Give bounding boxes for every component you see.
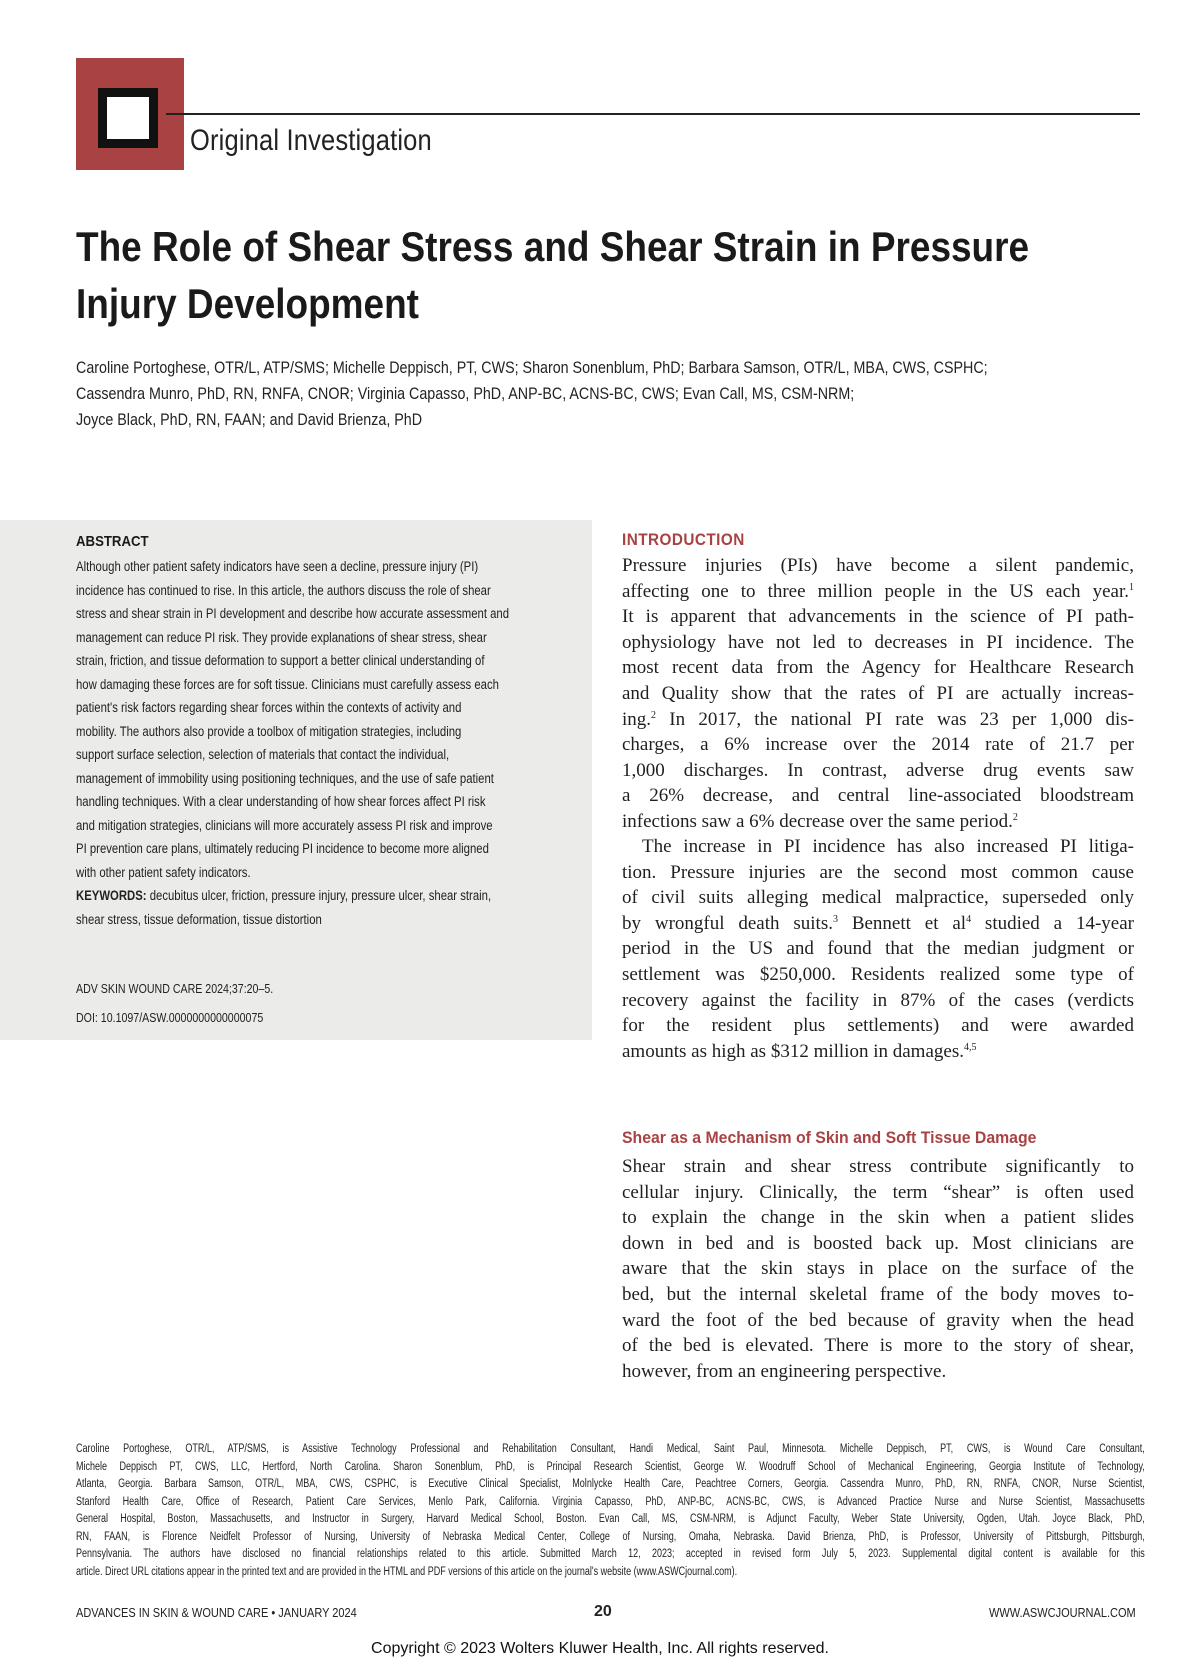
logo-square-icon bbox=[98, 88, 158, 148]
footnote-line: Atlanta, Georgia. Barbara Samson, OTR/L, MBA, CWS, CSPHC, is Executive Clinical Specialist, Molnlycke Health Care, Peachtree Corners, Georgia. Cassendra Munro, PhD, RN, RNFA, CNOR, Nurse Scientist, bbox=[76, 1478, 1145, 1490]
abstract-line: with other patient safety indicators. bbox=[76, 864, 251, 880]
abstract-line: support surface selection, selection of materials that contact the individual, bbox=[76, 747, 450, 762]
footnote-line: Stanford Health Care, Office of Research, Patient Care Services, Menlo Park, California. Virginia Capasso, PhD, ANP-BC, ACNS-BC, CWS, is Advanced Practice Nurse and Nurse Scientist, Massachusetts bbox=[76, 1495, 1145, 1508]
keywords-line: shear stress, tissue deformation, tissue distortion bbox=[76, 911, 322, 927]
page-number: 20 bbox=[594, 1603, 612, 1620]
abstract-line: and mitigation strategies, clinicians will more accurately assess PI risk and improve bbox=[76, 817, 493, 833]
author-line: Caroline Portoghese, OTR/L, ATP/SMS; Michelle Deppisch, PT, CWS; Sharon Sonenblum, PhD; Barbara Samson, OTR/L, MBA, CWS, CSPHC; bbox=[76, 358, 988, 377]
abstract-line: stress and shear strain in PI development and describe how accurate assessment and bbox=[76, 606, 510, 621]
abstract-line: patient's risk factors regarding shear forces within the contexts of activity and bbox=[76, 700, 462, 715]
author-line: Cassendra Munro, PhD, RN, RNFA, CNOR; Virginia Capasso, PhD, ANP-BC, ACNS-BC, CWS; Evan Call, MS, CSM-NRM; bbox=[76, 384, 855, 403]
abstract-line: handling techniques. With a clear understanding of how shear forces affect PI risk bbox=[76, 794, 486, 809]
footnote-line: RN, FAAN, is Florence Neidfelt Professor of Nursing, University of Nebraska Medical Center, College of Nursing, Omaha, Nebraska. David Brienza, PhD, is Professor, University of Pittsburgh, Pittsburgh, bbox=[76, 1530, 1145, 1543]
abstract-line: management can reduce PI risk. They provide explanations of shear stress, shear bbox=[76, 629, 487, 645]
doi: DOI: 10.1097/ASW.0000000000000075 bbox=[76, 1011, 264, 1025]
abstract-heading: ABSTRACT bbox=[76, 533, 149, 550]
header-rule bbox=[166, 113, 1140, 115]
footnote-line: Michele Deppisch PT, CWS, LLC, Hertford, North Carolina. Sharon Sonenblum, PhD, is Principal Research Scientist, George W. Woodruff School of Mechanical Engineering, Georgia Institute of Technology, bbox=[76, 1460, 1145, 1473]
author-affiliations-footnote bbox=[76, 1441, 1145, 1581]
citation: ADV SKIN WOUND CARE 2024;37:20–5. bbox=[76, 982, 274, 996]
journal-issue-footer: ADVANCES IN SKIN & WOUND CARE • JANUARY 2024 bbox=[76, 1606, 357, 1620]
footnote-line: Caroline Portoghese, OTR/L, ATP/SMS, is Assistive Technology Professional and Rehabilitation Consultant, Handi Medical, Saint Paul, Minnesota. Michelle Deppisch, PT, CWS, is Wound Care Consultant, bbox=[76, 1443, 1145, 1455]
footnote-line: article. Direct URL citations appear in the printed text and are provided in the HTML and PDF versions of this article on the journal's website (www.ASWCjournal.com). bbox=[76, 1565, 738, 1578]
article-title bbox=[76, 218, 1141, 332]
abstract-line: how damaging these forces are for soft tissue. Clinicians must carefully assess each bbox=[76, 676, 499, 692]
section-label: Original Investigation bbox=[190, 124, 432, 157]
keywords-line bbox=[76, 884, 555, 908]
abstract-line: management of immobility using positioning techniques, and the use of safe patient bbox=[76, 770, 494, 786]
abstract-body bbox=[76, 555, 555, 931]
abstract-line: mobility. The authors also provide a toolbox of mitigation strategies, including bbox=[76, 723, 462, 739]
shear-subheading: Shear as a Mechanism of Skin and Soft Tissue Damage bbox=[622, 1128, 1037, 1147]
keywords-text: decubitus ulcer, friction, pressure injury, pressure ulcer, shear strain, bbox=[146, 888, 492, 903]
author-list bbox=[76, 355, 1126, 433]
intro-paragraph-1: Pressure injuries (PIs) have become a silent pandemic, affecting one to three million people in the US each year.$^1$ It is apparent that advancements in the science of PI path- ophysiology have not led to decreases in PI incidence. The most recent data from the Agency for Healthcare Research and Quality show that the rates of PI are actually increas- ing.$^2$ In 2017, the national PI rate was 23 per 1,000 dis- charges, a 6% increase over the 2014 rate of 21.7 per 1,000 discharges. In contrast, adverse drug events saw a 26% decrease, and central line-associated bloodstream infections saw a 6% decrease over the same period.$^2$ bbox=[622, 555, 1134, 832]
abstract-line: strain, friction, and tissue deformation to support a better clinical understanding of bbox=[76, 653, 485, 668]
author-line: Joyce Black, PhD, RN, FAAN; and David Brienza, PhD bbox=[76, 410, 423, 429]
introduction-heading: INTRODUCTION bbox=[622, 530, 745, 549]
abstract-line: Although other patient safety indicators have seen a decline, pressure injury (PI) bbox=[76, 559, 479, 574]
footnote-line: General Hospital, Boston, Massachusetts, and Instructor in Surgery, Harvard Medical School, Boston. Evan Call, MS, CSM-NRM, is Adjunct Faculty, Weber State University, Ogden, Utah. Joyce Black, PhD, bbox=[76, 1513, 1145, 1525]
keywords-label: KEYWORDS: bbox=[76, 888, 147, 903]
intro-paragraph-2: The increase in PI incidence has also increased PI litiga- tion. Pressure injuries are the second most common cause of civil suits alleging medical malpractice, superseded only by wrongful death suits.$^3$ Bennett et $al^4$ studied a 14-year period in the US and found that the median judgment or settlement was $250,000. Residents realized some type of recovery against the facility in 87% of the cases (verdicts for the resident plus settlements) and were awarded amounts as high as $312 million in damages.$^{4,5}$ bbox=[622, 836, 1134, 1062]
shear-paragraph: Shear strain and shear stress contribute significantly to cellular injury. Clinically, the term “shear” is often used to explain the change in the skin when a patient slides down in bed and is boosted back up. Most clinicians are aware that the skin stays in place on the surface of the bed, but the internal skeletal frame of the body moves to- ward the foot of the bed because of gravity when the head of the bed is elevated. There is more to the story of shear, however, from an engineering perspective. bbox=[622, 1156, 1134, 1382]
footnote-line: Pennsylvania. The authors have disclosed no financial relationships related to this article. Submitted March 12, 2023; accepted in revised form July 5, 2023. Supplemental digital content is available for this bbox=[76, 1548, 1145, 1560]
citation-block bbox=[76, 975, 273, 1033]
abstract-line: PI prevention care plans, ultimately reducing PI incidence to become more aligned bbox=[76, 841, 489, 856]
journal-website: WWW.ASWCJOURNAL.COM bbox=[989, 1606, 1136, 1620]
title-line: Injury Development bbox=[76, 280, 419, 327]
title-line: The Role of Shear Stress and Shear Strain in Pressure bbox=[76, 223, 1030, 270]
abstract-line: incidence has continued to rise. In this article, the authors discuss the role of shear bbox=[76, 582, 491, 598]
copyright-notice: Copyright © 2023 Wolters Kluwer Health, Inc. All rights reserved. bbox=[371, 1640, 829, 1657]
